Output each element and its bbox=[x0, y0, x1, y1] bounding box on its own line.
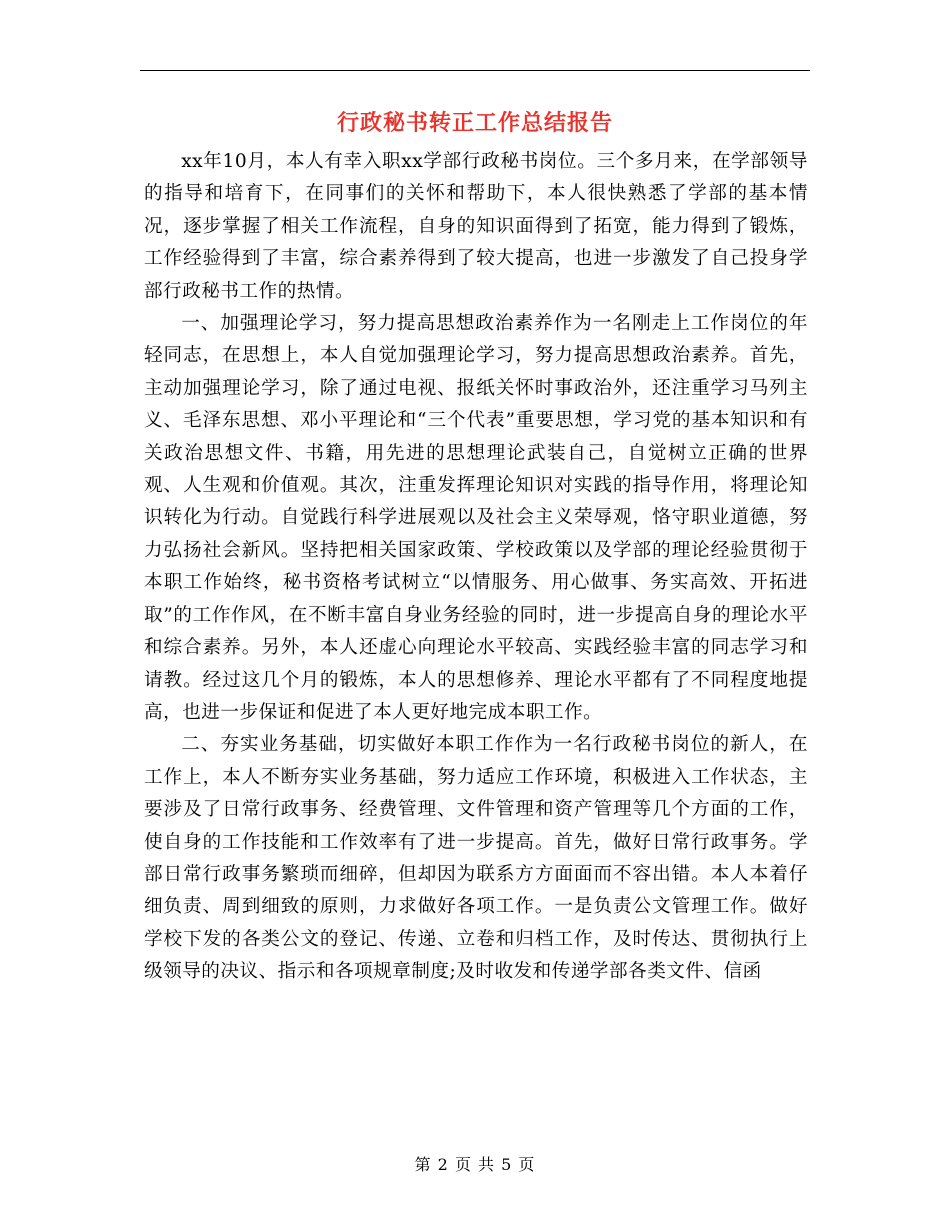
document-title: 行政秘书转正工作总结报告 bbox=[336, 110, 613, 136]
paragraph-business-foundation: 二、夯实业务基础，切实做好本职工作作为一名行政秘书岗位的新人，在工作上，本人不断夯实业务基础，努力适应工作环境，积极进入工作状态，主要涉及了日常行政事务、经费管理、文件管理和资产管理等几个方面的工作，使自身的工作技能和工作效率有了进一步提高。首先，做好日常行政事务。学部日常行政事务繁琐而细碎，但却因为联系方方面面而不容出错。本人本着仔细负责、周到细致的原则，力求做好各项工作。一是负责公文管理工作。做好学校下发的各类公文的登记、传递、立卷和归档工作，及时传达、贯彻执行上级领导的决议、指示和各项规章制度;及时收发和传递学部各类文件、信函 bbox=[144, 734, 808, 983]
header-rule bbox=[140, 70, 810, 71]
document-body bbox=[144, 146, 808, 989]
paragraph-theory-study: 一、加强理论学习，努力提高思想政治素养作为一名刚走上工作岗位的年轻同志，在思想上，本人自觉加强理论学习，努力提高思想政治素养。首先，主动加强理论学习，除了通过电视、报纸关怀时事政治外，还注重学习马列主义、毛泽东思想、邓小平理论和“三个代表”重要思想，学习党的基本知识和有关政治思想文件、书籍，用先进的思想理论武装自己，自觉树立正确的世界观、人生观和价值观。其次，注重发挥理论知识对实践的指导作用，将理论知识转化为行动。自觉践行科学进展观以及社会主义荣辱观，恪守职业道德，努力弘扬社会新风。坚持把相关国家政策、学校政策以及学部的理论经验贯彻于本职工作始终，秘书资格考试树立“以情服务、用心做事、务实高效、开拓进取”的工作作风，在不断丰富自身业务经验的同时，进一步提高自身的理论水平和综合素养。另外，本人还虚心向理论水平较高、实践经验丰富的同志学习和请教。经过这几个月的锻炼，本人的思想修养、理论水平都有了不同程度地提高，也进一步保证和促进了本人更好地完成本职工作。 bbox=[144, 313, 808, 723]
paragraph-intro: xx年10月，本人有幸入职xx学部行政秘书岗位。三个多月来，在学部领导的指导和培育下，在同事们的关怀和帮助下，本人很快熟悉了学部的基本情况，逐步掌握了相关工作流程，自身的知识面得到了拓宽，能力得到了锻炼，工作经验得到了丰富，综合素养得到了较大提高，也进一步激发了自己投身学部行政秘书工作的热情。 bbox=[144, 151, 808, 302]
page-number: 第 2 页 共 5 页 bbox=[414, 1155, 536, 1174]
